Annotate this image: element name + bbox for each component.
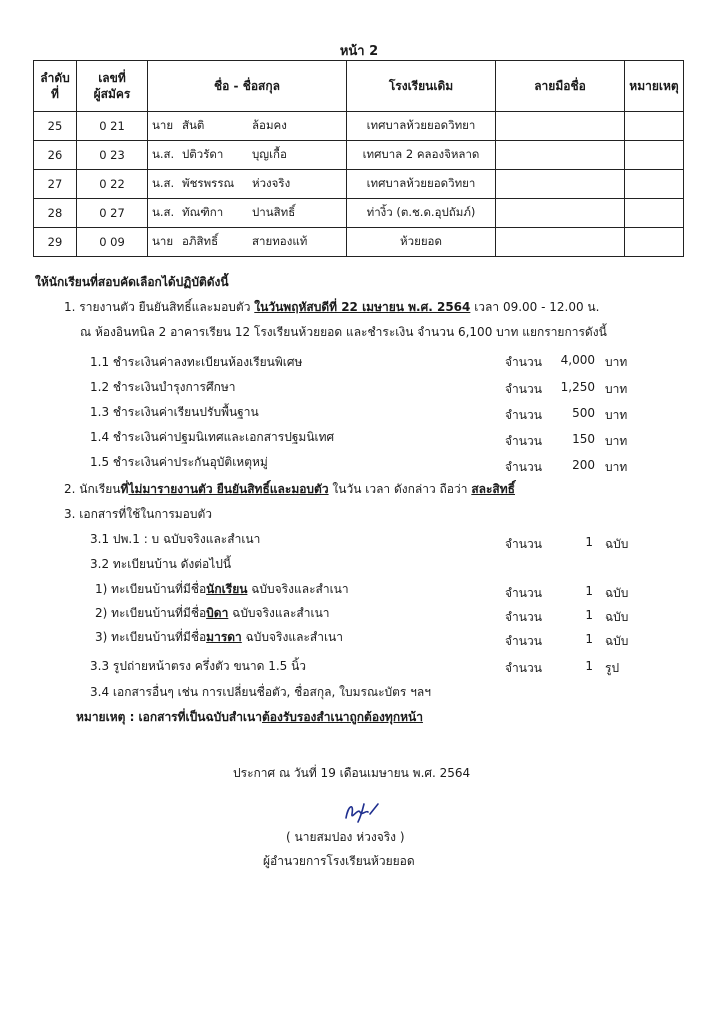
doc-unit: รูป: [605, 661, 620, 675]
table-header-row: [34, 61, 684, 112]
fee-unit: บาท: [605, 355, 628, 369]
signature-cell: [496, 228, 625, 257]
remark-cell: [625, 112, 684, 141]
announcement-date: ประกาศ ณ วันที่ 19 เดือนเมษายน พ.ศ. 2564: [233, 766, 471, 780]
fee-qty-label: จำนวน: [505, 460, 542, 474]
signature-cell: [496, 199, 625, 228]
col-header-school: โรงเรียนเดิม: [347, 61, 496, 112]
table-row: 26 0 23 น.ส. ปติวรัดา บุญเกื้อ เทศบาล 2 คลองจิหลาด: [34, 141, 684, 170]
col-header-order: ลำดับ ที่: [34, 61, 77, 112]
remark-cell: [625, 199, 684, 228]
fee-amount: 4,000: [560, 353, 595, 367]
doc-amount: 1: [585, 608, 593, 622]
instruction-item-3: 3. เอกสารที่ใช้ในการมอบตัว: [64, 507, 213, 521]
doc-unit: ฉบับ: [605, 537, 629, 551]
name-cell: น.ส. พัชรพรรณ ห่วงจริง: [148, 170, 347, 199]
fee-amount: 500: [572, 406, 595, 420]
doc-qty-label: จำนวน: [505, 610, 542, 624]
forfeit-text: สละสิทธิ์: [471, 482, 515, 496]
name-cell: นาย สันติ ล้อมคง: [148, 112, 347, 141]
doc-qty-label: จำนวน: [505, 537, 542, 551]
table-row: 27 0 22 น.ส. พัชรพรรณ ห่วงจริง เทศบาลห้วยยอดวิทยา: [34, 170, 684, 199]
instructions-heading: ให้นักเรียนที่สอบคัดเลือกได้ปฏิบัติดังนี้: [35, 275, 229, 289]
fee-qty-label: จำนวน: [505, 434, 542, 448]
doc-item-label: 3.3 รูปถ่ายหน้าตรง ครึ่งตัว ขนาด 1.5 นิ้ว: [90, 659, 307, 673]
signature-cell: [496, 170, 625, 199]
name-cell: นาย อภิสิทธิ์ สายทองแท้: [148, 228, 347, 257]
remark-note: หมายเหตุ : เอกสารที่เป็นฉบับสำเนาต้องรับรองสำเนาถูกต้องทุกหน้า: [76, 710, 423, 724]
signature-scribble: [340, 798, 400, 826]
fee-amount: 200: [572, 458, 595, 472]
instruction-item-2: 2. นักเรียนที่ไม่มารายงานตัว ยืนยันสิทธิ์และมอบตัว ในวัน เวลา ดังกล่าว ถือว่า สละสิทธิ์: [64, 482, 515, 496]
remark-cell: [625, 170, 684, 199]
fee-qty-label: จำนวน: [505, 382, 542, 396]
doc-qty-label: จำนวน: [505, 634, 542, 648]
fee-unit: บาท: [605, 460, 628, 474]
doc-unit: ฉบับ: [605, 610, 629, 624]
fee-item-label: 1.5 ชำระเงินค่าประกันอุบัติเหตุหมู่: [90, 455, 268, 469]
remark-cell: [625, 141, 684, 170]
signature-cell: [496, 112, 625, 141]
doc-amount: 1: [585, 632, 593, 646]
col-header-signature: ลายมือชื่อ: [496, 61, 625, 112]
table-row: 25 0 21 นาย สันติ ล้อมคง เทศบาลห้วยยอดวิทยา: [34, 112, 684, 141]
doc-amount: 1: [585, 535, 593, 549]
fee-item-label: 1.1 ชำระเงินค่าลงทะเบียนห้องเรียนพิเศษ: [90, 355, 303, 369]
name-cell: น.ส. ทัณฑิกา ปานสิทธิ์: [148, 199, 347, 228]
doc-qty-label: จำนวน: [505, 661, 542, 675]
signer-title: ผู้อำนวยการโรงเรียนห้วยยอด: [263, 854, 415, 868]
fee-amount: 1,250: [560, 380, 595, 394]
fee-qty-label: จำนวน: [505, 408, 542, 422]
signature-cell: [496, 141, 625, 170]
col-header-applicant-no: เลขที่ ผู้สมัคร: [77, 61, 148, 112]
fee-amount: 150: [572, 432, 595, 446]
table-row: 28 0 27 น.ส. ทัณฑิกา ปานสิทธิ์ ท่างิ้ว (ต.ช.ด.อุปถัมภ์): [34, 199, 684, 228]
table-row: 29 0 09 นาย อภิสิทธิ์ สายทองแท้ ห้วยยอด: [34, 228, 684, 257]
fee-item-label: 1.2 ชำระเงินบำรุงการศึกษา: [90, 380, 236, 394]
house-reg-item: 1) ทะเบียนบ้านที่มีชื่อนักเรียน ฉบับจริงและสำเนา: [95, 582, 349, 596]
instruction-item-1: 1. รายงานตัว ยืนยันสิทธิ์และมอบตัว ในวันพฤหัสบดีที่ 22 เมษายน พ.ศ. 2564 เวลา 09.00 - 12.00 น.: [64, 300, 600, 314]
remark-cell: [625, 228, 684, 257]
house-reg-item: 3) ทะเบียนบ้านที่มีชื่อมารดา ฉบับจริงและสำเนา: [95, 630, 343, 644]
doc-unit: ฉบับ: [605, 634, 629, 648]
house-reg-item: 2) ทะเบียนบ้านที่มีชื่อบิดา ฉบับจริงและสำเนา: [95, 606, 330, 620]
doc-unit: ฉบับ: [605, 586, 629, 600]
doc-amount: 1: [585, 584, 593, 598]
doc-qty-label: จำนวน: [505, 586, 542, 600]
fee-unit: บาท: [605, 382, 628, 396]
fee-unit: บาท: [605, 434, 628, 448]
doc-item-label: 3.4 เอกสารอื่นๆ เช่น การเปลี่ยนชื่อตัว, ชื่อสกุล, ใบมรณะบัตร ฯลฯ: [90, 685, 432, 699]
col-header-name: ชื่อ - ชื่อสกุล: [148, 61, 347, 112]
doc-item-label: 3.2 ทะเบียนบ้าน ดังต่อไปนี้: [90, 557, 232, 571]
doc-amount: 1: [585, 659, 593, 673]
col-header-remark: หมายเหตุ: [625, 61, 684, 112]
fee-item-label: 1.3 ชำระเงินค่าเรียนปรับพื้นฐาน: [90, 405, 259, 419]
doc-item-label: 3.1 ปพ.1 : บ ฉบับจริงและสำเนา: [90, 532, 261, 546]
signer-name: ( นายสมปอง ห่วงจริง ): [286, 830, 405, 844]
fee-qty-label: จำนวน: [505, 355, 542, 369]
name-cell: น.ส. ปติวรัดา บุญเกื้อ: [148, 141, 347, 170]
fee-item-label: 1.4 ชำระเงินค่าปฐมนิเทศและเอกสารปฐมนิเทศ: [90, 430, 335, 444]
page-title: หน้า 2: [339, 44, 379, 59]
instruction-item-1-line2: ณ ห้องอินทนิล 2 อาคารเรียน 12 โรงเรียนห้วยยอด และชำระเงิน จำนวน 6,100 บาท แยกรายการดังนี้: [80, 325, 607, 339]
fee-unit: บาท: [605, 408, 628, 422]
applicant-table: [33, 60, 684, 257]
report-date: ในวันพฤหัสบดีที่ 22 เมษายน พ.ศ. 2564: [254, 300, 471, 314]
